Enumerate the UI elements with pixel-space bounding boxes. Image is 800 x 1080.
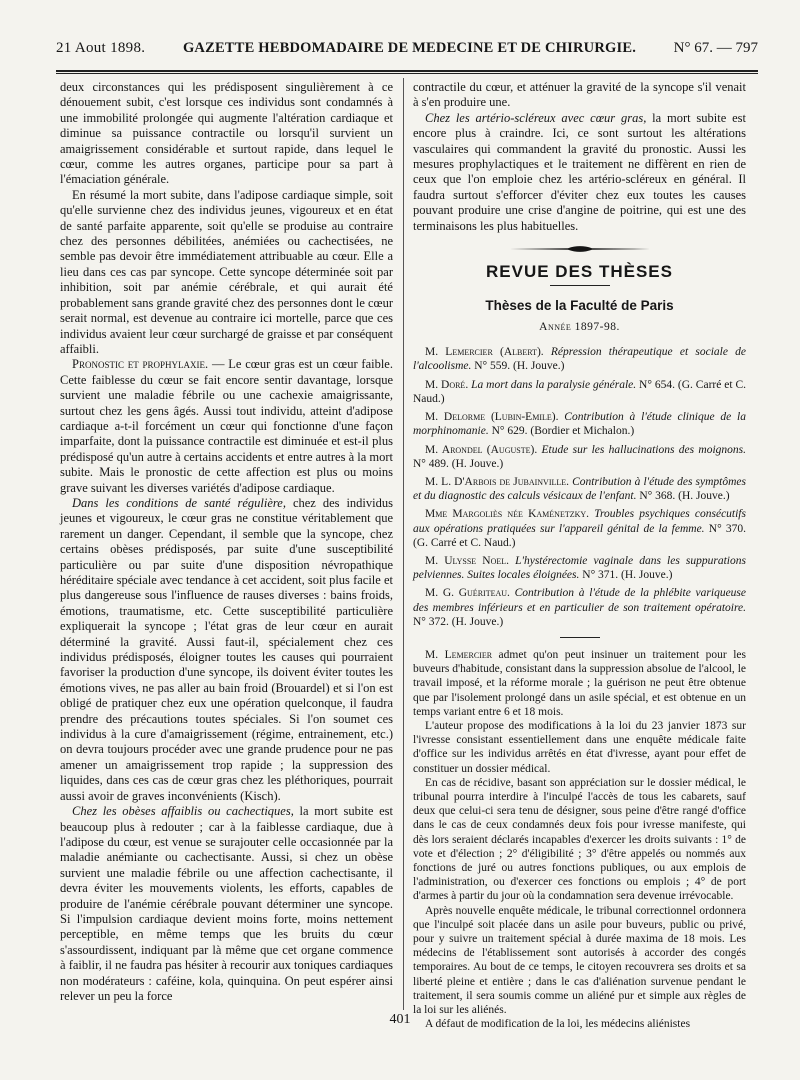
thesis-reference: N° 371. (H. Jouve.)	[579, 569, 673, 582]
paragraph-text: la mort subite est encore plus à craindre. Ici, ce sont surtout les altérations vasculaires qui commandent la gravité du pronostic. Aussi les mesures prophylactiques et le traitement ne diffèrent en rien de ceux que l'on emploie chez les artério-scléreux en général. Il faudra surtout s'efforcer d'éviter chez eux toutes les causes pouvant produire une crise d'angine de poitrine, qui est une des terminaisons les plus habituelles.	[413, 110, 747, 233]
summary-author: M. Lemercier	[425, 648, 493, 661]
thesis-reference: N° 654. (G. Carré et C. Naud.)	[413, 378, 747, 405]
thesis-title: Contribution à l'étude de la phlébite variqueuse des membres inférieurs et en particulier de son traitement opératoire.	[413, 587, 746, 614]
thesis-title: Contribution à l'étude clinique de la morphinomanie.	[413, 411, 747, 438]
thesis-author: Mme Margoliès née Kaménetzky.	[425, 508, 590, 521]
thesis-title: Troubles psychiques consécutifs aux opérations pratiquées sur l'appareil génital de la femme.	[413, 508, 746, 535]
summary-paragraph	[413, 776, 746, 904]
thesis-entry	[413, 507, 746, 550]
thesis-reference: N° 370. (G. Carré et C. Naud.)	[413, 522, 747, 549]
summary-text: L'auteur propose des modifications à la loi du 23 janvier 1873 sur l'ivresse consistant essentiellement dans une enquête médicale faite d'office sur les individus arrêtés en état d'ivresse, ayant pour effet de constituer un dossier médical.	[413, 719, 746, 775]
section-title: REVUE DES THÈSES	[486, 262, 673, 282]
issue-number: N° 67. — 797	[673, 40, 758, 56]
summary-paragraph	[413, 719, 746, 776]
paragraph-pronostic	[60, 357, 393, 496]
thesis-entry	[413, 410, 746, 438]
paragraph: deux circonstances qui les prédisposent singulièrement à ce dénouement subit, c'est lorsque ces individus sont condamnés à une immobilité prolongée qui augmente l'altération cardiaque et diminue sa puissance contractile ou lorsqu'il survient un amaigrissement considérable et surtout rapide, dans lequel le cœur, comme les autres organes, participe pour sa part à l'émaciation générale.	[60, 80, 393, 187]
summary-text: Après nouvelle enquête médicale, le tribunal correctionnel ordonnera que l'inculpé soit placée dans un asile pour buveurs, public ou privé, pour y suivre un traitement spécial à durée maxima de 18 mois. Les médecins de l'établissement sont autorisés à accorder des congés temporaires. Au bout de ce temps, le citoyen recouvrera ses droits et sa liberté pleine et entière ; dans le cas d'aliénation survenue pendant le traitement, il sera soumis comme un aliéné pur et simple aux règles de la loi sur les aliénés.	[413, 904, 746, 1017]
thesis-author: M. Doré.	[425, 378, 469, 391]
header-rule	[56, 70, 758, 72]
thesis-author: M. Delorme (Lubin-Emile).	[425, 411, 559, 424]
italic-lead: Chez les artério-scléreux avec cœur gras,	[425, 110, 647, 125]
thesis-entry	[413, 586, 746, 629]
thesis-title: Etude sur les hallucinations des moignons.	[537, 443, 746, 456]
paragraph-arterio	[413, 111, 746, 234]
summary-paragraph	[413, 904, 746, 1018]
thesis-title: Contribution à l'étude des symptômes et du diagnostic des calculs vésicaux de l'enfant.	[413, 475, 747, 503]
italic-lead: Dans les conditions de santé régulière,	[72, 495, 286, 510]
paragraph: contractile du cœur, et atténuer la gravité de la syncope s'il venait à s'en produire une.	[413, 80, 746, 110]
section-subtitle: Thèses de la Faculté de Paris	[485, 298, 674, 314]
paragraph-sante	[60, 496, 393, 804]
running-header	[56, 40, 758, 68]
thesis-reference: N° 559. (H. Jouve.)	[471, 360, 565, 373]
thesis-title: L'hystérectomie vaginale dans les suppurations pelviennes. Suites locales éloignées.	[413, 554, 746, 582]
thesis-author: M. Lemercier (Albert).	[425, 346, 544, 359]
thesis-entry	[413, 554, 746, 582]
ornament-rule	[510, 244, 650, 254]
header-rule-thin	[56, 73, 758, 74]
section-label: Pronostic et prophylaxie.	[72, 357, 209, 372]
thesis-author: M. Arondel (Auguste).	[425, 443, 538, 456]
thesis-summary	[413, 648, 746, 1031]
thesis-reference: N° 368. (H. Jouve.)	[636, 490, 730, 503]
academic-year: Année 1897-98.	[539, 320, 620, 333]
thesis-entry	[413, 475, 746, 503]
summary-paragraph	[413, 648, 746, 719]
thesis-author: M. L. D'Arbois de Jubainville.	[425, 475, 570, 488]
summary-text: En cas de récidive, basant son appréciation sur le dossier médical, le tribunal pourra interdire à l'inculpé l'accès de tous les cabarets, sauf deux que celui-ci sera tenu de désigner, sous peine d'être rangé d'office dans le cas de ceux condamnés deux fois pour ivresse manifeste, qui dès lors seraient déclarés incapables d'exercer les droits suivants : 1° de vote et d'élection ; 2° d'éligibilité ; 3° d'être appelés ou nommés aux fonctions de juré ou autres fonctions publiques, ou aux emplois de l'administration, ou d'exercer ces fonctions ou emplois ; 4° de port d'armes à partir du jour où la condamnation sera devenue irrévocable.	[413, 776, 746, 903]
paragraph-text: chez des individus jeunes et vigoureux, le cœur gras ne constitue véritablement que rarement un danger. Cependant, il semble que la syncope, chez certains obèses prédisposés, par suite d'une susceptibilité particulière ou par suite d'une disposition névropathique héréditaire spéciale avec tendance à cet accident, soit plus facile et plus dangereuse sous l'influence de rauses diverses : bains froids, émotions, traumatisme, etc. Cette susceptibilité particulière expliquerait la syncope ; l'état gras de leur cœur en aurait déterminé la gravité. Aussi faut-il, spécialement chez ces individus prédisposés, éloigner toutes les causes qui pourraient favoriser la production d'une syncope, ils doivent éviter toutes les émotions vives, ne pas aller au bain froid (Brouardel) et si l'on est obligé de pratiquer chez eux une opération quelconque, il faudra prendre des précautions toutes spéciales. Si l'on soumet ces individus à la cure d'amaigrissement (régime, entrainement, etc.) on devra toujours procéder avec une grande prudence pour ne pas amener un amaigrissement trop rapide ; la suppression des liquides, dans ces cas de cœur gras chez les pléthoriques, pourrait aussi avoir de graves inconvénients (Kisch).	[60, 495, 393, 803]
paragraph: En résumé la mort subite, dans l'adipose cardiaque simple, soit qu'elle survienne chez des individus jeunes, vigoureux et en état de santé parfaite apparente, soit qu'elle se produise au contraire chez des personnes débilitées, anémiées ou cachectisées, ne semble pas devoir être immédiatement attribuable au cœur. Elle a lieu dans ces cas par syncope. Cette syncope déterminée soit par inhibition, soit par anémie cérébrale, et qui aurait été probablement sans grande gravité chez des personnes dont le cœur serait normal, est devenue au contraire ici mortelle, parce que ces individus avaient leur cœur surchargé de graisse et par conséquent affaibli.	[60, 187, 393, 356]
short-rule	[550, 285, 610, 286]
short-rule	[560, 637, 600, 638]
thesis-reference: N° 489. (H. Jouve.)	[413, 457, 504, 470]
summary-text: A défaut de modification de la loi, les médecins aliénistes	[425, 1018, 691, 1031]
thesis-entry	[413, 443, 746, 471]
thesis-author: M. G. Guériteau.	[425, 587, 510, 600]
paragraph-obeses	[60, 804, 393, 1004]
left-column	[60, 80, 393, 1004]
thesis-reference: N° 372. (H. Jouve.)	[413, 615, 504, 628]
thesis-entry	[413, 345, 746, 373]
thesis-entry	[413, 378, 746, 406]
italic-lead: Chez les obèses affaiblis ou cachectiques,	[72, 804, 294, 819]
paragraph-text: — Le cœur gras est un cœur faible. Cette faiblesse du cœur se fait encore sentir davantage, lorsque survient une maladie fébrile ou une cachexie amaigrissante, surtout chez les gens âgés. Aussi tout individu, atteint d'adipose cardiaque a-t-il forcément un cœur qui fonctionne d'une façon imparfaite, dont la puissance contractile est diminuée et est-il plus prédisposé qu'un autre à certains accidents et entre autres à la mort subite. Mais le pronostic de cette affection est plus ou moins grave suivant les diverses variétés d'adipose cardiaque.	[60, 357, 394, 495]
journal-title: GAZETTE HEBDOMADAIRE DE MEDECINE ET DE CHIRURGIE.	[182, 40, 637, 56]
right-column	[413, 80, 746, 1031]
issue-date: 21 Aout 1898.	[56, 40, 146, 56]
thesis-author: M. Ulysse Noel.	[425, 554, 509, 567]
theses-list	[413, 345, 746, 629]
thesis-reference: N° 629. (Bordier et Michalon.)	[488, 425, 635, 438]
thesis-title: La mort dans la paralysie générale.	[468, 378, 637, 391]
column-divider	[403, 78, 404, 1010]
summary-text: admet qu'on peut insinuer un traitement pour les buveurs d'habitude, consistant dans la suppression absolue de l'alcool, le travail imposé, et la réforme morale ; la guérison ne peut être obtenue que par l'isolement prolongé dans un asile spécial, et est obtenue en un temps variant entre 6 et 18 mois.	[413, 648, 746, 718]
paragraph-text: la mort subite est beaucoup plus à redouter ; car à la faiblesse cardiaque, due à l'adipose du cœur, est venue se surajouter celle occasionnée par la maladie anémiante ou cachectisante. Aussi, si chez un obèse survient une maladie fébrile ou une affection cachectisante, il devra éviter les mouvements violents, les efforts, capables de produire de l'anémie cérébrale pouvant déterminer une syncope. Si l'impulsion cardiaque devient moins forte, moins nettement perceptible, en même temps que les bruits du cœur s'assourdissent, indiquant par là même que cet organe commence à faiblir, il ne faudra pas hésiter à recourir aux toniques cardiaques non modérateurs : caféine, kola, quinquina. On peut espérer ainsi relever un peu la force	[60, 804, 393, 1003]
thesis-title: Répression thérapeutique et sociale de l'alcoolisme.	[413, 346, 747, 373]
page-number: 401	[389, 1012, 411, 1027]
